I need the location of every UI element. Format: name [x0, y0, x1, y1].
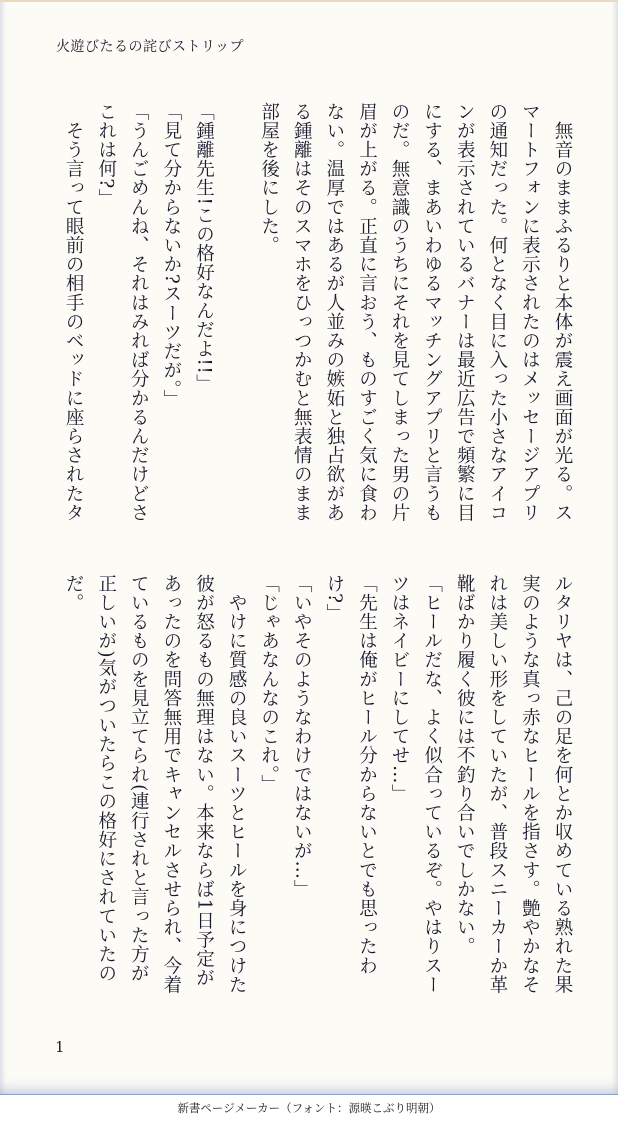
page-edge-shadow-right: [612, 2, 618, 1094]
body-text-lower: [57, 574, 579, 1004]
text-line: の通知だった。何となく目に入った小さなアイコ: [486, 102, 508, 523]
text-line: 「ヒールだな、よく似合っているぞ。やはりスー: [421, 574, 443, 995]
text-line: 「鍾離先生!この格好なんだよ!!」: [193, 102, 215, 394]
text-line: 正しいが)気がついたらこの格好にされていたの: [95, 574, 117, 983]
text-line: ない。温厚ではあるが人並みの嫉妬と独占欲があ: [323, 102, 345, 523]
text-line: ているものを見立てられ(連行されと言った方が: [128, 574, 150, 983]
text-line: 実のような真っ赤なヒールを指さす。艶やかなそ: [519, 574, 541, 995]
text-line: ツはネイビーにしてせ…」: [389, 574, 411, 804]
text-line: にする、まあいわゆるマッチングアプリと言うも: [421, 102, 443, 523]
text-line: 「先生は俺がヒール分からないとでも思ったわ: [356, 574, 378, 976]
text-line: ルタリヤは、己の足を何とか収めている熟れた果: [552, 574, 573, 995]
page-number: 1: [55, 1038, 65, 1056]
running-title: 火遊びたるの詫びストリップ: [56, 39, 244, 55]
page-edge-shadow-left: [0, 2, 6, 1094]
text-line: これは何?」: [95, 102, 117, 209]
text-line: 「うんごめんね、それはみれば分かるんだけどさ: [128, 102, 150, 523]
text-line: 「見て分からないか?スーツだが。」: [160, 102, 182, 409]
generator-credit: 新書ページメーカー（フォント：源暎こぶり明朝）: [177, 1101, 441, 1115]
text-line: 部屋を後にした。: [258, 102, 280, 255]
text-line: け?」: [323, 574, 345, 623]
text-line: マートフォンに表示されたのはメッセージアプリ: [519, 102, 541, 523]
body-text-upper: [57, 102, 579, 522]
text-line: 靴ばかり履く彼には不釣り合いでしかない。: [454, 574, 476, 956]
text-line: る鍾離はそのスマホをひっつかむと無表情のまま: [291, 102, 313, 523]
text-line: 彼が怒るもの無理はない。本来ならば1日予定が: [193, 574, 215, 988]
text-line: やけに質感の良いスーツとヒールを身につけた: [226, 574, 248, 995]
text-line: ンが表示されているバナーは最近広告で頻繁に目: [454, 102, 476, 523]
text-line: のだ。無意識のうちにそれを見てしまった男の片: [389, 102, 411, 523]
text-line: 「いやそのようなわけではないが…」: [291, 574, 313, 899]
text-line: [219, 102, 252, 522]
text-line: れは美しい形をしていたが、普段スニーカーか革: [486, 574, 508, 995]
text-line: だ。: [63, 574, 85, 613]
text-line: あったのを問答無用でキャンセルさせられ、今着: [160, 574, 182, 995]
text-line: 「じゃあなんなのこれ。」: [258, 574, 280, 794]
text-line: 眉が上がる。正直に言おう、ものすごく気に食わ: [356, 102, 378, 523]
text-line: そう言って眼前の相手のベッドに座らされたタ: [63, 102, 85, 523]
text-line: 無音のままふるりと本体が震え画面が光る。ス: [552, 102, 573, 523]
